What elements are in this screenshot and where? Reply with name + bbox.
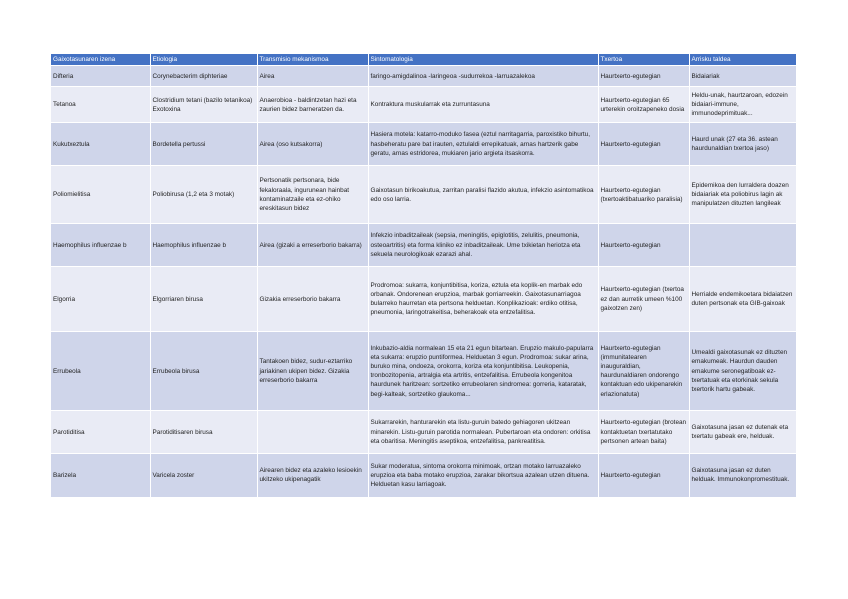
cell-disease-name: Parotiditisa bbox=[51, 411, 150, 454]
table-header-row bbox=[51, 54, 796, 66]
table-row bbox=[51, 454, 796, 497]
cell-disease-name: Tetanoa bbox=[51, 87, 150, 123]
cell-risk-group bbox=[689, 224, 796, 267]
table-row bbox=[51, 332, 796, 411]
table-row bbox=[51, 166, 796, 224]
cell-risk-group: Gaixotasuna jasan ez dutenak eta txertatu gabeak ere, helduak. bbox=[689, 411, 796, 454]
cell-symptoms: Inkubazio-aldia normalean 15 eta 21 egun bitartean. Erupzio makulo-papularra eta sukarra: erupzio puntiformea. Helduetan 3 egun. Prodromoa: sukar arina, buruko mina, ondoeza, orokorra, koriza eta konjuntibitisa. Leukopenia, tronbozitopenia, artralgia eta artritis, entzefalitisa. Errubeola kongenitoa haurdunek haritzean: sortzetiko errubeolaren sindromea: gorreria, kataratak, begi-kalteak, sortzetiko glaukoma... bbox=[368, 332, 598, 411]
cell-disease-name: Haemophilus influenzae b bbox=[51, 224, 150, 267]
table-row bbox=[51, 87, 796, 123]
cell-vaccine: Haurtxerto-egutegian bbox=[598, 224, 689, 267]
header-disease-name: Gaixotasunaren izena bbox=[51, 54, 150, 66]
cell-risk-group: Umealdi gaixotasunak ez dituzten emakumeak. Haurdun dauden emakume seronegatiboak ez-txertatuak eta etorkinak sekula txertorik hartu gabeak. bbox=[689, 332, 796, 411]
cell-risk-group: Gaixotasuna jasan ez duten helduak. Immunokonpromestituak. bbox=[689, 454, 796, 497]
cell-vaccine: Haurtxerto-egutegian bbox=[598, 123, 689, 166]
cell-etiology: Bordetella pertussi bbox=[150, 123, 257, 166]
cell-symptoms: Kontraktura muskularrak eta zurruntasuna bbox=[368, 87, 598, 123]
cell-disease-name: Difteria bbox=[51, 66, 150, 87]
cell-symptoms: Sukarrarekin, hanturarekin eta listu-guruin batedo gehiagoren ukitzean minarekin. Listu-guruin parotida normalean. Pubertaroan eta ondoren: orkitisa eta obaritisa. Meningitis aseptikoa, entzefalitisa, pankreatitisa. bbox=[368, 411, 598, 454]
cell-vaccine: Haurtxerto-egutegian (brotean kontaktuetan txertatutako pertsonen artean baita) bbox=[598, 411, 689, 454]
cell-transmission bbox=[257, 411, 368, 454]
cell-transmission: Gizakia erreserborio bakarra bbox=[257, 267, 368, 332]
disease-table bbox=[51, 54, 797, 497]
cell-symptoms: faringo-amigdalinoa -laringeoa -sudurrekoa -larruazalekoa bbox=[368, 66, 598, 87]
cell-etiology: Clostridium tetani (bazilo tetanikoa) Exotoxina bbox=[150, 87, 257, 123]
cell-vaccine: Haurtxerto-egutegian 65 urterekin oroitzapeneko dosia bbox=[598, 87, 689, 123]
table-row bbox=[51, 66, 796, 87]
header-symptoms: Sintomatologia bbox=[368, 54, 598, 66]
table-row bbox=[51, 267, 796, 332]
cell-symptoms: Hasiera motela: katarro-moduko fasea (eztul narritagarria, paroxistiko bihurtu, hasbeheratu pare bat irauten, eztulaldi errepikatuak, arnas hartzerik gabe geratu, arnas estridorea, mukiaren jario argieta itsaskorra. bbox=[368, 123, 598, 166]
cell-vaccine: Haurtxerto-egutegian bbox=[598, 66, 689, 87]
cell-etiology: Poliobirusa (1,2 eta 3 motak) bbox=[150, 166, 257, 224]
cell-symptoms: Sukar moderatua, sintoma orokorra minimoak, ortzan motako larruazaleko erupzioa eta baba motako erupzioa, zarakar bikortsua azalean utzen dituena. Helduetan kasu larriagoak. bbox=[368, 454, 598, 497]
header-risk-group: Arrisku taldea bbox=[689, 54, 796, 66]
cell-transmission: Anaerobioa - baldintzetan hazi eta zaurien bidez barneratzen da. bbox=[257, 87, 368, 123]
table-row bbox=[51, 224, 796, 267]
cell-risk-group: Bidaiariak bbox=[689, 66, 796, 87]
header-transmission: Transmisio mekanismoa bbox=[257, 54, 368, 66]
cell-etiology: Corynebacterim diphteriae bbox=[150, 66, 257, 87]
cell-disease-name: Barizela bbox=[51, 454, 150, 497]
cell-etiology: Parotiditisaren birusa bbox=[150, 411, 257, 454]
cell-vaccine: Haurtxerto-egutegian (txertoaktibatuariko paralisia) bbox=[598, 166, 689, 224]
cell-transmission: Pertsonatik pertsonara, bide fekaloraala, ingurunean hainbat kontaminatzaile eta ez-ohiko ereskitasun bidez bbox=[257, 166, 368, 224]
cell-transmission: Airea bbox=[257, 66, 368, 87]
cell-risk-group: Epidemikoa den lurraldera doazen bidaiariak eta poliobirus lagin ak manipulatzen dituzten langileak bbox=[689, 166, 796, 224]
cell-disease-name: Elgorria bbox=[51, 267, 150, 332]
table-row bbox=[51, 123, 796, 166]
cell-etiology: Haemophilus influenzae b bbox=[150, 224, 257, 267]
cell-risk-group: Haurd unak (27 eta 36. astean haurdunaldian txertoa jaso) bbox=[689, 123, 796, 166]
cell-transmission: Airearen bidez eta azaleko lesioekin ukitzeko ukipenagatik bbox=[257, 454, 368, 497]
cell-symptoms: Infekzio inbaditzaileak (sepsia, meningitis, epiglotitis, zelulitis, pneumonia, osteoartritis) eta forma kliniko ez inbaditzaileak. Ume txikietan heriotza eta sekuela neurologikoak ezarazi ahal. bbox=[368, 224, 598, 267]
cell-symptoms: Gaixotasun birikoakutua, zarritan paralisi flazido akutua, infekzio asintomatikoa edo oso larria. bbox=[368, 166, 598, 224]
cell-vaccine: Haurtxerto-egutegian (txertoa ez dan aurretik umeen %100 gaixotzen zen) bbox=[598, 267, 689, 332]
cell-vaccine: Haurtxerto-egutegian (immunitatearen inauguraldian, haurdunaldiaren ondorengo kontaktuan edo ukipenarekin erlazionatuta) bbox=[598, 332, 689, 411]
header-etiology: Etiologia bbox=[150, 54, 257, 66]
cell-symptoms: Prodromoa: sukarra, konjuntibitisa, koriza, eztula eta koplik-en marbak edo orbanak. Ondorenean erupzioa, marbak gorriarreekin. Gaixotasunarriagoa bularreko haurretan eta pertsona helduetan. Konplikazioak: erdiko otitisa, pneumonia, laringotrakeitisa, beherakoak eta entzefalitisa. bbox=[368, 267, 598, 332]
cell-transmission: Airea (oso kutsakorra) bbox=[257, 123, 368, 166]
cell-etiology: Errubeola birusa bbox=[150, 332, 257, 411]
header-vaccine: Txertoa bbox=[598, 54, 689, 66]
cell-etiology: Elgorriaren birusa bbox=[150, 267, 257, 332]
cell-disease-name: Poliomielitisa bbox=[51, 166, 150, 224]
cell-etiology: Varicela zoster bbox=[150, 454, 257, 497]
cell-risk-group: Herrialde endemikoetara bidaiatzen duten pertsonak eta GIB-gaixoak bbox=[689, 267, 796, 332]
cell-transmission: Airea (gizaki a erreserborio bakarra) bbox=[257, 224, 368, 267]
cell-risk-group: Heldu-unak, haurtzaroan, edozein bidaiari-immune, immunodeprimituak... bbox=[689, 87, 796, 123]
cell-vaccine: Haurtxerto-egutegian bbox=[598, 454, 689, 497]
cell-disease-name: Kukutxeztula bbox=[51, 123, 150, 166]
cell-transmission: Tantakoen bidez, sudur-eztarriko jariakinen ukipen bidez. Gizakia erreserborio bakarra bbox=[257, 332, 368, 411]
table-row bbox=[51, 411, 796, 454]
cell-disease-name: Errubeola bbox=[51, 332, 150, 411]
